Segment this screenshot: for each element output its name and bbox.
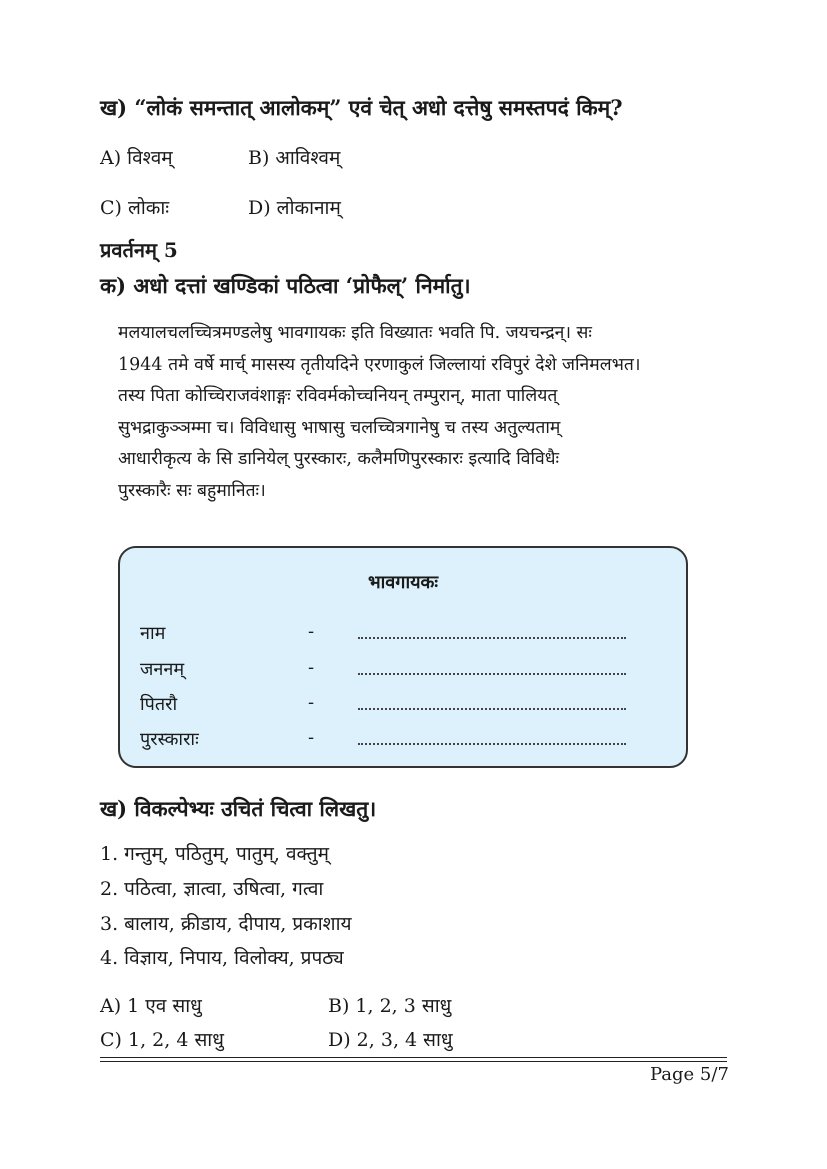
passage-line: पुरस्कारैः सः बहुमानितः। bbox=[118, 480, 266, 501]
profile-sep: - bbox=[308, 657, 315, 678]
fill-blank-line bbox=[358, 742, 626, 745]
page-number: Page 5/7 bbox=[650, 1064, 729, 1085]
option-d: D) लोकानाम् bbox=[248, 197, 341, 219]
profile-label-birth: जननम् bbox=[140, 659, 185, 680]
passage-line: 1944 तमे वर्षे मार्च् मासस्य तृतीयदिने एरणाकुलं जिल्लायां रविपुरं देशे जनिमलभत। bbox=[118, 354, 641, 375]
fill-blank-line bbox=[358, 636, 626, 639]
fill-blank-line bbox=[358, 707, 626, 710]
option-a: A) विश्वम् bbox=[100, 147, 173, 169]
footer-rule bbox=[100, 1061, 727, 1062]
option-d: D) 2, 3, 4 साधु bbox=[328, 1029, 453, 1051]
option-c: C) लोकाः bbox=[100, 197, 170, 219]
passage bbox=[118, 318, 708, 508]
footer-rule bbox=[100, 1057, 727, 1058]
question-1: ख) “लोकं समन्तात् आलोकम्” एवं चेत् अधो दत्तेषु समस्तपदं किम्? bbox=[100, 95, 623, 120]
list-item: 4. विज्ञाय, निपाय, विलोक्य, प्रपठ्य bbox=[100, 947, 344, 969]
question-3: ख) विकल्पेभ्यः उचितं चित्वा लिखतु। bbox=[100, 796, 377, 821]
passage-line: तस्य पिता कोच्चिराजवंशाङ्गः रविवर्मकोच्चनियन् तम्पुरान्, माता पालियत् bbox=[118, 386, 558, 407]
profile-label-parents: पितरौ bbox=[140, 694, 178, 715]
option-b: B) 1, 2, 3 साधु bbox=[328, 995, 452, 1017]
question-2: क) अधो दत्तां खण्डिकां पठित्वा ‘प्रोफैल्’ निर्मातु। bbox=[100, 273, 471, 298]
profile-sep: - bbox=[308, 621, 315, 642]
passage-line: मलयालचलच्चित्रमण्डलेषु भावगायकः इति विख्यातः भवति पि. जयचन्द्रन्। सः bbox=[118, 323, 592, 343]
profile-box bbox=[118, 546, 688, 768]
list-item: 2. पठित्वा, ज्ञात्वा, उषित्वा, गत्वा bbox=[100, 878, 324, 900]
option-b: B) आविश्वम् bbox=[248, 147, 341, 169]
profile-label-awards: पुरस्काराः bbox=[140, 729, 199, 750]
option-c: C) 1, 2, 4 साधु bbox=[100, 1029, 224, 1051]
list-item: 3. बालाय, क्रीडाय, दीपाय, प्रकाशाय bbox=[100, 913, 352, 935]
list-item: 1. गन्तुम्, पठितुम्, पातुम्, वक्तुम् bbox=[100, 843, 329, 865]
profile-title: भावगायकः bbox=[367, 572, 439, 593]
passage-line: आधारीकृत्य के सि डानियेल् पुरस्कारः, कलैमणिपुरस्कारः इत्यादि विविधैः bbox=[118, 449, 560, 470]
profile-sep: - bbox=[308, 727, 315, 748]
section-heading: प्रवर्तनम् 5 bbox=[100, 238, 178, 262]
profile-sep: - bbox=[308, 692, 315, 713]
profile-label-name: नाम bbox=[140, 623, 166, 644]
fill-blank-line bbox=[358, 672, 626, 675]
passage-line: सुभद्राकुञ्ञम्मा च। विविधासु भाषासु चलच्चित्रगानेषु च तस्य अतुल्यताम् bbox=[118, 417, 561, 438]
option-a: A) 1 एव साधु bbox=[100, 995, 202, 1017]
